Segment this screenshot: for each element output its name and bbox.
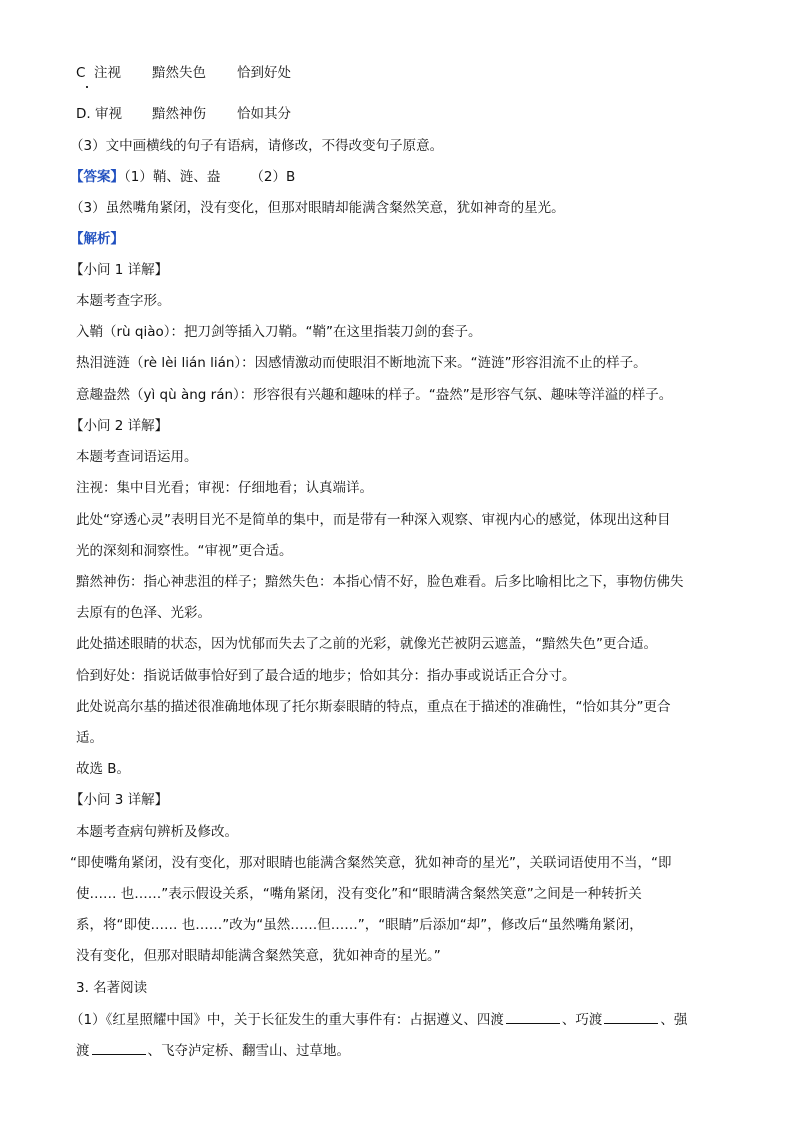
q2-line: 此处说高尔基的描述很准确地体现了托尔斯泰眼睛的特点，重点在于描述的准确性，“恰如其分”更合: [76, 699, 671, 715]
q3-line: “即使嘴角紧闭，没有变化，那对眼睛也能满含粲然笑意，犹如神奇的星光”，关联词语使用不当，“即: [70, 855, 672, 871]
q2-line: 注视：集中目光看；审视：仔细地看；认真端详。: [76, 480, 373, 496]
section-3-title: 3. 名著阅读: [76, 980, 148, 996]
q1-heading: 【小问 1 详解】: [70, 262, 169, 278]
q1-line: 热泪涟涟（rè lèi lián lián）：因感情激动而使眼泪不断地流下来。“涟涟”形容泪流不止的样子。: [76, 355, 647, 371]
question-3: （3）文中画横线的句子有语病，请修改，不得改变句子原意。: [70, 138, 444, 154]
option-c-letter: C: [76, 65, 86, 81]
option-c: [76, 63, 291, 83]
option-d-letter: D.: [76, 106, 95, 122]
option-d: [76, 104, 291, 124]
q2-line: 此处“穿透心灵”表明目光不是简单的集中，而是带有一种深入观察、审视内心的感觉，体现出这种目: [76, 512, 671, 528]
q3-line: 系，将“即使…… 也……”改为“虽然……但……”，“眼睛”后添加“却”，修改后“虽然嘴角紧闭，: [76, 917, 643, 933]
answer-part3: （3）虽然嘴角紧闭，没有变化，但那对眼睛却能满含粲然笑意，犹如神奇的星光。: [70, 200, 565, 216]
section-3-line2-b: 、飞夺泸定桥、翻雪山、过草地。: [147, 1043, 350, 1059]
answer-label: 【答案】: [70, 169, 124, 185]
option-c-word1: 注视: [94, 65, 122, 81]
blank-line: [506, 1009, 560, 1024]
q1-line: 意趣盎然（yì qù àng rán）：形容很有兴趣和趣味的样子。“盎然”是形容气氛、趣味等洋溢的样子。: [76, 387, 673, 403]
q3-line: 没有变化，但那对眼睛却能满含粲然笑意，犹如神奇的星光。”: [76, 948, 441, 964]
q2-line: 黯然神伤：指心神悲沮的样子；黯然失色：本指心情不好，脸色难看。后多比喻相比之下，事物仿佛失: [76, 574, 684, 590]
q2-line: 光的深刻和洞察性。“审视”更合适。: [76, 543, 293, 559]
option-c-word2: 黯然失色: [152, 65, 206, 81]
stray-dot: [86, 86, 88, 88]
option-d-word1: 审视: [94, 106, 122, 122]
q2-line: 恰到好处：指说话做事恰好到了最合适的地步；恰如其分：指办事或说话正合分寸。: [76, 668, 576, 684]
q2-line: 故选 B。: [76, 761, 131, 777]
section-3-line1: [70, 1009, 687, 1030]
answer-line: [70, 167, 295, 187]
option-d-word3: 恰如其分: [237, 106, 291, 122]
q3-line: 使…… 也……”表示假设关系，“嘴角紧闭，没有变化”和“眼睛满含粲然笑意”之间是一种转折关: [76, 886, 642, 902]
option-d-word2: 黯然神伤: [152, 106, 206, 122]
q2-line: 去原有的色泽、光彩。: [76, 605, 211, 621]
answer-part1: （1）鞘、涟、盎: [124, 169, 221, 185]
q3-line: 本题考查病句辨析及修改。: [76, 824, 238, 840]
q2-line: 本题考查词语运用。: [76, 449, 198, 465]
section-3-line2-a: 渡: [76, 1043, 90, 1059]
answer-part2: （2）B: [250, 169, 296, 185]
q2-line: 适。: [76, 730, 103, 746]
q2-line: 此处描述眼睛的状态，因为忧郁而失去了之前的光彩，就像光芒被阴云遮盖，“黯然失色”更合适。: [76, 636, 657, 652]
blank-line: [604, 1009, 658, 1024]
blank-line: [92, 1040, 146, 1055]
q3-heading: 【小问 3 详解】: [70, 792, 169, 808]
analysis-label: 【解析】: [70, 231, 124, 247]
section-3-line2: [76, 1040, 350, 1061]
q1-line: 本题考查字形。: [76, 293, 171, 309]
q2-heading: 【小问 2 详解】: [70, 418, 169, 434]
section-3-line1-b: 、巧渡: [561, 1012, 603, 1028]
option-c-word3: 恰到好处: [237, 65, 291, 81]
section-3-line1-c: 、强: [660, 1012, 688, 1028]
q1-line: 入鞘（rù qiào）：把刀剑等插入刀鞘。“鞘”在这里指装刀剑的套子。: [76, 324, 482, 340]
section-3-line1-a: （1）《红星照耀中国》中，关于长征发生的重大事件有：占据遵义、四渡: [70, 1012, 504, 1028]
